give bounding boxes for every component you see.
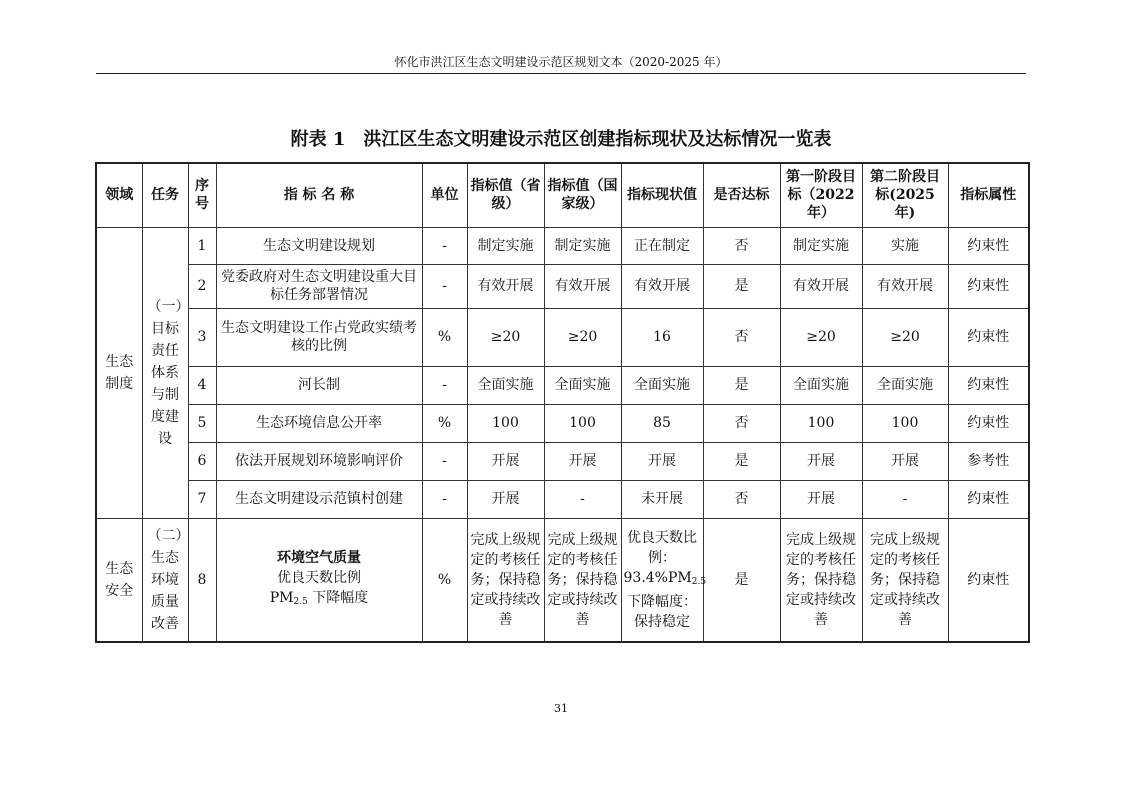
pm-subscript: 2.5 xyxy=(691,576,707,587)
table-title: 附表 1 洪江区生态文明建设示范区创建指标现状及达标情况一览表 xyxy=(290,129,832,150)
current-value: 85 xyxy=(621,404,703,442)
unit-cell: - xyxy=(422,366,467,404)
current-value: 未开展 xyxy=(621,480,703,518)
national-value: 制定实施 xyxy=(544,227,621,264)
col-header: 指标现状值 xyxy=(621,163,703,227)
domain-cell: 生态制度 xyxy=(96,227,142,518)
met-status: 是 xyxy=(703,264,780,308)
running-header: 怀化市洪江区生态文明建设示范区规划文本（2020-2025 年） xyxy=(394,55,728,69)
col-header: 领域 xyxy=(96,163,142,227)
current-value-line: 优良天数比例：93.4% xyxy=(623,529,697,586)
indicator-attribute: 约束性 xyxy=(948,480,1029,518)
row-number: 2 xyxy=(188,264,216,308)
national-value: 有效开展 xyxy=(544,264,621,308)
met-status: 是 xyxy=(703,518,780,642)
col-header: 第二阶段目标(2025 年) xyxy=(862,163,948,227)
table-row xyxy=(96,264,1029,308)
national-value: 100 xyxy=(544,404,621,442)
provincial-value: 开展 xyxy=(467,442,544,480)
provincial-value: 制定实施 xyxy=(467,227,544,264)
row-number: 3 xyxy=(188,308,216,366)
current-value xyxy=(621,518,707,642)
col-header: 第一阶段目标（2022年） xyxy=(780,163,862,227)
table-row xyxy=(96,404,1029,442)
indicator-name-line: 优良天数比例 xyxy=(277,569,361,586)
indicator-attribute: 约束性 xyxy=(948,227,1029,264)
provincial-value: 100 xyxy=(467,404,544,442)
stage1-target: ≥20 xyxy=(780,308,862,366)
task-cell: （一）目标责任体系与制度建设 xyxy=(142,227,188,518)
met-status: 否 xyxy=(703,308,780,366)
table-row xyxy=(96,366,1029,404)
unit-cell: - xyxy=(422,264,467,308)
stage2-target: 实施 xyxy=(862,227,948,264)
page-number: 31 xyxy=(554,702,568,715)
met-status: 是 xyxy=(703,366,780,404)
col-header: 指标属性 xyxy=(948,163,1029,227)
row-number: 8 xyxy=(188,518,216,642)
stage2-target: - xyxy=(862,480,948,518)
indicator-attribute: 约束性 xyxy=(948,518,1029,642)
pm-subscript: 2.5 xyxy=(293,596,308,607)
col-header: 单位 xyxy=(422,163,467,227)
stage2-target: 开展 xyxy=(862,442,948,480)
national-value: - xyxy=(544,480,621,518)
indicator-name: 依法开展规划环境影响评价 xyxy=(216,442,422,480)
indicator-name-title: 环境空气质量 xyxy=(277,549,361,566)
indicator-attribute: 约束性 xyxy=(948,404,1029,442)
task-cell: （二）生态环境质量改善 xyxy=(142,518,188,642)
indicator-name: 生态文明建设工作占党政实绩考核的比例 xyxy=(216,308,422,366)
provincial-value: 开展 xyxy=(467,480,544,518)
col-header: 序号 xyxy=(188,163,216,227)
provincial-value: 完成上级规定的考核任务；保持稳定或持续改善 xyxy=(467,518,544,642)
met-status: 是 xyxy=(703,442,780,480)
unit-cell: - xyxy=(422,227,467,264)
stage1-target: 100 xyxy=(780,404,862,442)
col-header: 是否达标 xyxy=(703,163,780,227)
unit-cell: % xyxy=(422,404,467,442)
national-value: 完成上级规定的考核任务；保持稳定或持续改善 xyxy=(544,518,621,642)
stage1-target: 开展 xyxy=(780,442,862,480)
met-status: 否 xyxy=(703,404,780,442)
indicator-attribute: 约束性 xyxy=(948,366,1029,404)
provincial-value: ≥20 xyxy=(467,308,544,366)
row-number: 7 xyxy=(188,480,216,518)
table-row xyxy=(96,442,1029,480)
domain-cell: 生态安全 xyxy=(96,518,142,642)
col-header: 任务 xyxy=(142,163,188,227)
current-value: 开展 xyxy=(621,442,703,480)
row-number: 6 xyxy=(188,442,216,480)
stage2-target: 100 xyxy=(862,404,948,442)
row-number: 4 xyxy=(188,366,216,404)
pm-label: PM xyxy=(667,569,692,586)
stage1-target: 有效开展 xyxy=(780,264,862,308)
met-status: 否 xyxy=(703,480,780,518)
stage1-target: 开展 xyxy=(780,480,862,518)
table-row xyxy=(96,480,1029,518)
stage2-target: 全面实施 xyxy=(862,366,948,404)
current-value: 正在制定 xyxy=(621,227,703,264)
indicator-name: 生态文明建设规划 xyxy=(216,227,422,264)
col-header: 指标值（国家级） xyxy=(544,163,621,227)
current-value: 全面实施 xyxy=(621,366,703,404)
pm-label: PM xyxy=(269,589,294,606)
stage1-target: 全面实施 xyxy=(780,366,862,404)
met-status: 否 xyxy=(703,227,780,264)
col-header: 指标值（省级） xyxy=(467,163,544,227)
row-number: 1 xyxy=(188,227,216,264)
table-row xyxy=(96,227,1029,264)
national-value: 全面实施 xyxy=(544,366,621,404)
provincial-value: 全面实施 xyxy=(467,366,544,404)
table-row xyxy=(96,518,1029,642)
provincial-value: 有效开展 xyxy=(467,264,544,308)
table-header-row xyxy=(96,163,1029,227)
indicator-name: 党委政府对生态文明建设重大目标任务部署情况 xyxy=(216,264,422,308)
indicator-name: 生态环境信息公开率 xyxy=(216,404,422,442)
indicator-name-line xyxy=(219,588,420,612)
header-divider xyxy=(96,73,1026,74)
national-value: 开展 xyxy=(544,442,621,480)
stage2-target: 完成上级规定的考核任务；保持稳定或持续改善 xyxy=(862,518,948,642)
stage2-target: 有效开展 xyxy=(862,264,948,308)
pm-suffix: 下降幅度 xyxy=(307,589,369,606)
indicator-name: 河长制 xyxy=(216,366,422,404)
indicator-name: 生态文明建设示范镇村创建 xyxy=(216,480,422,518)
indicator-attribute: 约束性 xyxy=(948,264,1029,308)
unit-cell: - xyxy=(422,442,467,480)
stage2-target: ≥20 xyxy=(862,308,948,366)
indicator-attribute: 约束性 xyxy=(948,308,1029,366)
current-value: 有效开展 xyxy=(621,264,703,308)
unit-cell: % xyxy=(422,518,467,642)
current-value-line: 下降幅度：保持稳定 xyxy=(627,593,697,630)
indicator-name xyxy=(216,518,422,642)
indicator-table xyxy=(95,162,1030,643)
national-value: ≥20 xyxy=(544,308,621,366)
indicator-attribute: 参考性 xyxy=(948,442,1029,480)
unit-cell: - xyxy=(422,480,467,518)
unit-cell: % xyxy=(422,308,467,366)
row-number: 5 xyxy=(188,404,216,442)
stage1-target: 制定实施 xyxy=(780,227,862,264)
stage1-target: 完成上级规定的考核任务；保持稳定或持续改善 xyxy=(780,518,862,642)
table-row xyxy=(96,308,1029,366)
col-header: 指 标 名 称 xyxy=(216,163,422,227)
current-value: 16 xyxy=(621,308,703,366)
